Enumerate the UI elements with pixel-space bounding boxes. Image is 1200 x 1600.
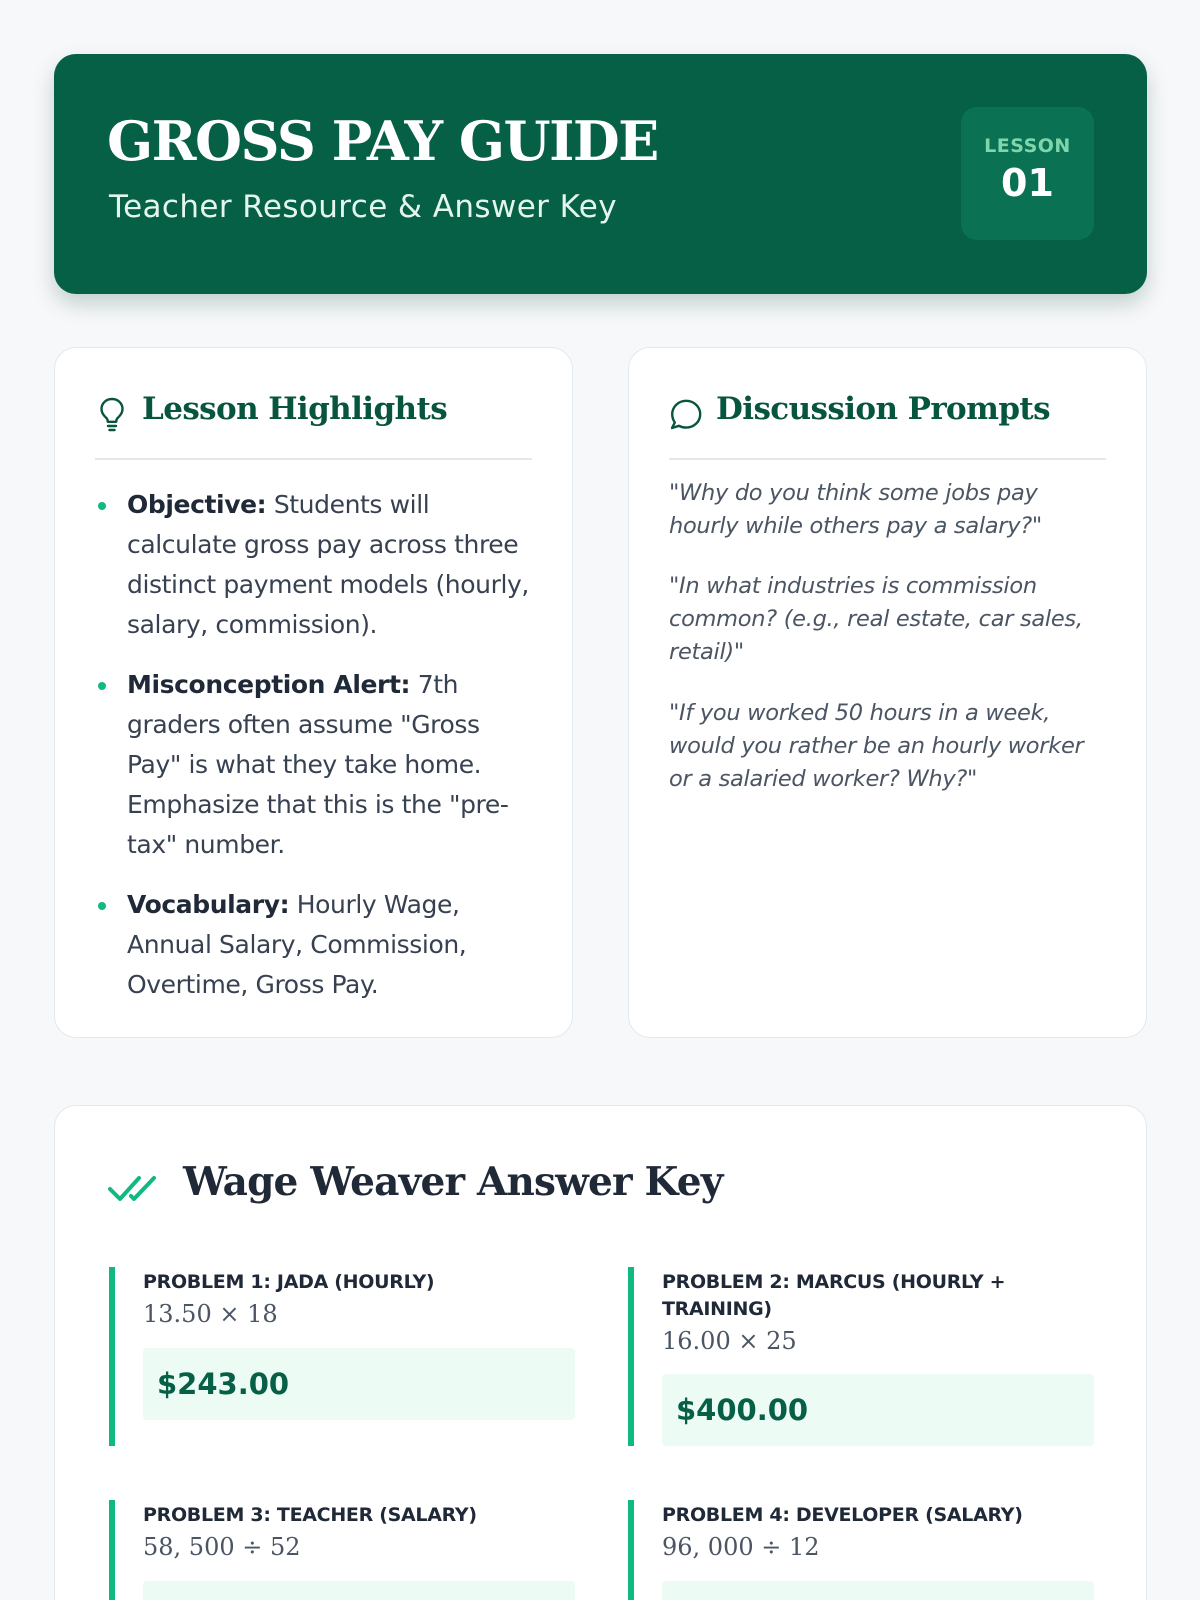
discussion-prompts-title: Discussion Prompts: [716, 391, 1050, 427]
highlight-item-misconception: [95, 665, 535, 865]
problem-label: PROBLEM 1: JADA (HOURLY): [143, 1271, 435, 1293]
answer-box: [143, 1581, 575, 1600]
discussion-prompt: "In what industries is commission common? (e.g., real estate, car sales, retail)": [669, 573, 1083, 665]
problem-expression: 16.00 × 25: [662, 1327, 797, 1355]
highlight-body: 7th graders often assume "Gross Pay" is what they take home. Emphasize that this is the "pre-tax" number.: [127, 670, 509, 859]
highlight-text: [127, 885, 535, 1005]
page-subtitle: Teacher Resource & Answer Key: [109, 189, 617, 225]
problem-card-4: [628, 1500, 1095, 1600]
highlight-text: [127, 485, 535, 645]
answer-value: $400.00: [676, 1393, 809, 1427]
problem-label: PROBLEM 4: DEVELOPER (SALARY): [662, 1504, 1023, 1526]
highlight-term: Misconception Alert:: [127, 670, 411, 699]
answer-box: [662, 1374, 1094, 1446]
highlight-item-objective: [95, 485, 535, 645]
page-title: GROSS PAY GUIDE: [107, 109, 658, 173]
bullet-dot: [98, 902, 106, 910]
header-banner: [54, 54, 1147, 294]
answer-key-title: Wage Weaver Answer Key: [183, 1159, 723, 1205]
problem-label: PROBLEM 2: MARCUS (HOURLY + TRAINING): [662, 1271, 1006, 1320]
problem-card-3: [109, 1500, 576, 1600]
chat-bubble-icon: [669, 394, 703, 434]
bullet-dot: [98, 502, 106, 510]
bullet-dot: [98, 682, 106, 690]
highlights-list: [95, 485, 535, 1025]
highlight-item-vocabulary: [95, 885, 535, 1005]
answer-key-card: [54, 1105, 1147, 1600]
problem-expression: 13.50 × 18: [143, 1300, 278, 1328]
discussion-prompts-header: [669, 388, 1106, 460]
problem-label: PROBLEM 3: TEACHER (SALARY): [143, 1504, 477, 1526]
lesson-badge-number: 01: [1001, 161, 1054, 205]
lesson-badge-label: LESSON: [984, 135, 1071, 157]
discussion-prompts-card: [628, 347, 1147, 1038]
double-check-icon: [107, 1170, 159, 1206]
highlight-text: [127, 665, 535, 865]
lesson-badge: [961, 107, 1094, 240]
problem-expression: 96, 000 ÷ 12: [662, 1533, 820, 1561]
lesson-highlights-header: [95, 388, 532, 460]
answer-value: $243.00: [157, 1367, 290, 1401]
answer-box: [662, 1581, 1094, 1600]
lightbulb-icon: [95, 394, 129, 434]
lesson-highlights-card: [54, 347, 573, 1038]
discussion-prompt: "If you worked 50 hours in a week, would you rather be an hourly worker or a salaried worker? Why?": [669, 700, 1084, 792]
problem-card-1: [109, 1267, 576, 1446]
highlight-body: Students will calculate gross pay across three distinct payment models (hourly, salary, commission).: [127, 490, 529, 639]
problem-expression: 58, 500 ÷ 52: [143, 1533, 301, 1561]
problem-card-2: [628, 1267, 1095, 1446]
highlight-term: Objective:: [127, 490, 267, 519]
highlight-term: Vocabulary:: [127, 890, 290, 919]
highlight-body: Hourly Wage, Annual Salary, Commission, Overtime, Gross Pay.: [127, 890, 467, 999]
lesson-highlights-title: Lesson Highlights: [142, 391, 448, 427]
answer-box: [143, 1348, 575, 1420]
discussion-prompt: "Why do you think some jobs pay hourly while others pay a salary?": [669, 480, 1042, 539]
